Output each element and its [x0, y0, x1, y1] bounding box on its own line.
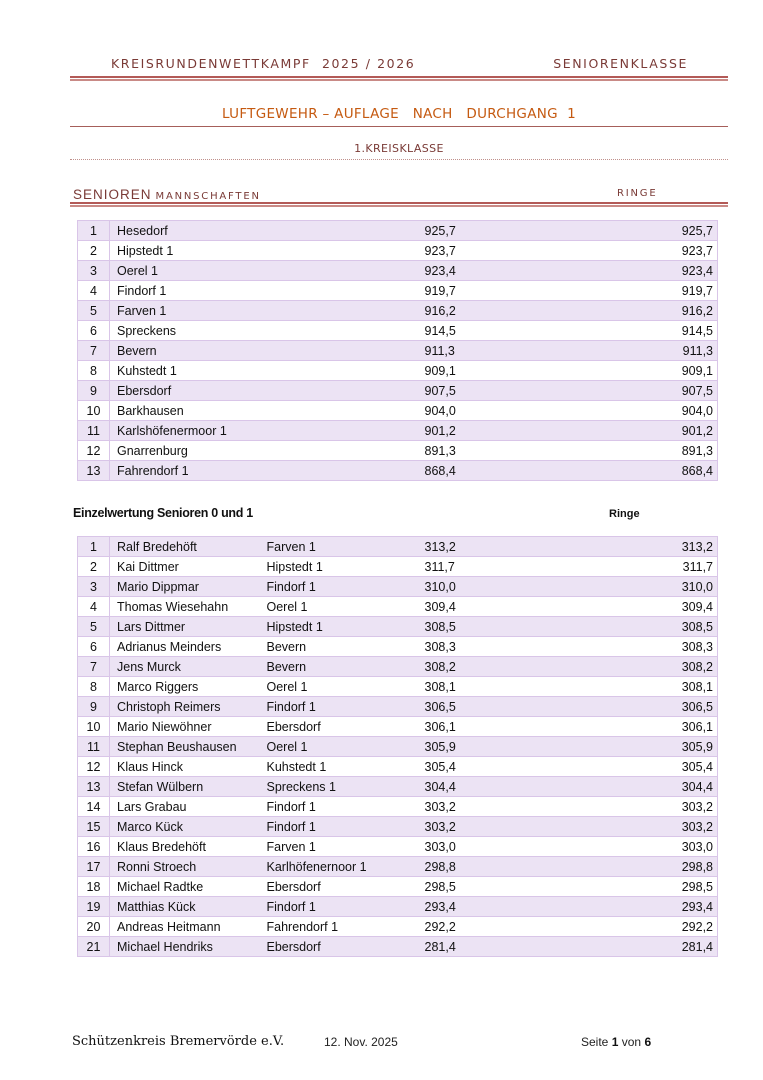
subtitle-rule: [70, 159, 728, 160]
team-section-rule: [70, 202, 728, 207]
team-name: Findorf 1: [110, 281, 423, 301]
individual-row: [78, 637, 718, 657]
shooter-name: Jens Murck: [110, 657, 260, 677]
shooter-name: Klaus Bredehöft: [110, 837, 260, 857]
team-total: 891,3: [573, 441, 718, 461]
team-score: 923,7: [423, 241, 573, 261]
team-column-ringe: RINGE: [617, 188, 658, 199]
page-total: 6: [644, 1035, 652, 1049]
footer-organization: Schützenkreis Bremervörde e.V.: [72, 1034, 285, 1049]
team-total: 907,5: [573, 381, 718, 401]
team-row: [78, 381, 718, 401]
individual-column-ringe: Ringe: [609, 508, 640, 520]
header-competition: KREISRUNDENWETTKAMPF 2025 / 2026: [111, 56, 416, 71]
page-header: [70, 56, 728, 72]
individual-row: [78, 837, 718, 857]
team-rank: 10: [78, 401, 110, 421]
individual-section-heading: Einzelwertung Senioren 0 und 1: [73, 506, 253, 520]
shooter-score: 310,0: [423, 577, 573, 597]
individual-row: [78, 697, 718, 717]
shooter-team: Ebersdorf: [260, 937, 423, 957]
team-name: Oerel 1: [110, 261, 423, 281]
shooter-total: 310,0: [573, 577, 718, 597]
individual-row: [78, 577, 718, 597]
footer-date: 12. Nov. 2025: [324, 1035, 398, 1049]
team-total: 904,0: [573, 401, 718, 421]
shooter-score: 303,2: [423, 817, 573, 837]
individual-row: [78, 897, 718, 917]
shooter-score: 308,5: [423, 617, 573, 637]
team-rank: 2: [78, 241, 110, 261]
team-rank: 12: [78, 441, 110, 461]
shooter-total: 306,1: [573, 717, 718, 737]
shooter-name: Christoph Reimers: [110, 697, 260, 717]
shooter-rank: 20: [78, 917, 110, 937]
individual-row: [78, 737, 718, 757]
shooter-score: 308,1: [423, 677, 573, 697]
shooter-total: 308,3: [573, 637, 718, 657]
shooter-total: 306,5: [573, 697, 718, 717]
team-name: Farven 1: [110, 301, 423, 321]
shooter-total: 309,4: [573, 597, 718, 617]
individual-row: [78, 597, 718, 617]
team-total: 923,4: [573, 261, 718, 281]
team-score: 891,3: [423, 441, 573, 461]
shooter-total: 308,1: [573, 677, 718, 697]
shooter-rank: 2: [78, 557, 110, 577]
shooter-team: Ebersdorf: [260, 877, 423, 897]
shooter-team: Ebersdorf: [260, 717, 423, 737]
team-row: [78, 441, 718, 461]
shooter-team: Farven 1: [260, 537, 423, 557]
individual-table: [77, 536, 718, 957]
team-rank: 13: [78, 461, 110, 481]
individual-row: [78, 617, 718, 637]
individual-row: [78, 777, 718, 797]
shooter-total: 303,2: [573, 797, 718, 817]
shooter-name: Marco Kück: [110, 817, 260, 837]
shooter-rank: 18: [78, 877, 110, 897]
shooter-team: Findorf 1: [260, 697, 423, 717]
header-rule: [70, 76, 728, 81]
team-row: [78, 321, 718, 341]
team-name: Kuhstedt 1: [110, 361, 423, 381]
team-heading-main: SENIOREN: [73, 187, 152, 202]
team-total: 925,7: [573, 221, 718, 241]
shooter-team: Karlhöfenernoor 1: [260, 857, 423, 877]
title-rule: [70, 126, 728, 127]
shooter-score: 304,4: [423, 777, 573, 797]
subtitle: 1.KREISKLASSE: [354, 142, 444, 155]
shooter-total: 305,4: [573, 757, 718, 777]
team-score: 923,4: [423, 261, 573, 281]
team-total: 914,5: [573, 321, 718, 341]
shooter-rank: 15: [78, 817, 110, 837]
team-row: [78, 301, 718, 321]
shooter-name: Klaus Hinck: [110, 757, 260, 777]
shooter-score: 303,0: [423, 837, 573, 857]
shooter-name: Stephan Beushausen: [110, 737, 260, 757]
shooter-name: Ronni Stroech: [110, 857, 260, 877]
page-title: [70, 106, 728, 122]
page-title-text: LUFTGEWEHR – AUFLAGE NACH DURCHGANG 1: [222, 106, 576, 122]
footer-page-number: [581, 1035, 651, 1049]
page-current: 1: [611, 1035, 619, 1049]
individual-row: [78, 557, 718, 577]
shooter-rank: 8: [78, 677, 110, 697]
shooter-team: Kuhstedt 1: [260, 757, 423, 777]
shooter-rank: 6: [78, 637, 110, 657]
team-total: 911,3: [573, 341, 718, 361]
shooter-rank: 4: [78, 597, 110, 617]
team-rank: 4: [78, 281, 110, 301]
individual-row: [78, 677, 718, 697]
shooter-rank: 5: [78, 617, 110, 637]
individual-row: [78, 537, 718, 557]
team-row: [78, 281, 718, 301]
shooter-total: 304,4: [573, 777, 718, 797]
team-total: 916,2: [573, 301, 718, 321]
team-score: 868,4: [423, 461, 573, 481]
team-score: 909,1: [423, 361, 573, 381]
team-row: [78, 241, 718, 261]
page-of: von: [621, 1035, 642, 1049]
shooter-team: Hipstedt 1: [260, 617, 423, 637]
shooter-rank: 11: [78, 737, 110, 757]
team-name: Bevern: [110, 341, 423, 361]
shooter-rank: 10: [78, 717, 110, 737]
shooter-team: Oerel 1: [260, 737, 423, 757]
shooter-name: Michael Hendriks: [110, 937, 260, 957]
shooter-rank: 9: [78, 697, 110, 717]
shooter-team: Findorf 1: [260, 797, 423, 817]
shooter-team: Findorf 1: [260, 897, 423, 917]
shooter-name: Marco Riggers: [110, 677, 260, 697]
shooter-rank: 14: [78, 797, 110, 817]
shooter-total: 303,2: [573, 817, 718, 837]
team-name: Ebersdorf: [110, 381, 423, 401]
team-row: [78, 221, 718, 241]
shooter-name: Stefan Wülbern: [110, 777, 260, 797]
individual-row: [78, 657, 718, 677]
shooter-total: 298,5: [573, 877, 718, 897]
shooter-score: 308,3: [423, 637, 573, 657]
team-score: 907,5: [423, 381, 573, 401]
team-score: 925,7: [423, 221, 573, 241]
individual-row: [78, 877, 718, 897]
shooter-name: Matthias Kück: [110, 897, 260, 917]
team-row: [78, 461, 718, 481]
shooter-rank: 12: [78, 757, 110, 777]
shooter-team: Bevern: [260, 657, 423, 677]
team-row: [78, 421, 718, 441]
shooter-score: 308,2: [423, 657, 573, 677]
team-row: [78, 361, 718, 381]
shooter-name: Adrianus Meinders: [110, 637, 260, 657]
team-rank: 5: [78, 301, 110, 321]
page-prefix: Seite: [581, 1035, 609, 1049]
team-score: 904,0: [423, 401, 573, 421]
shooter-team: Farven 1: [260, 837, 423, 857]
shooter-team: Oerel 1: [260, 677, 423, 697]
shooter-name: Lars Grabau: [110, 797, 260, 817]
shooter-total: 281,4: [573, 937, 718, 957]
team-total: 919,7: [573, 281, 718, 301]
header-class: SENIORENKLASSE: [553, 56, 688, 71]
team-row: [78, 341, 718, 361]
shooter-score: 313,2: [423, 537, 573, 557]
team-score: 914,5: [423, 321, 573, 341]
shooter-total: 303,0: [573, 837, 718, 857]
shooter-score: 298,8: [423, 857, 573, 877]
page-footer: [0, 1034, 763, 1050]
shooter-total: 298,8: [573, 857, 718, 877]
team-row: [78, 401, 718, 421]
shooter-team: Bevern: [260, 637, 423, 657]
individual-row: [78, 937, 718, 957]
shooter-total: 308,2: [573, 657, 718, 677]
shooter-total: 292,2: [573, 917, 718, 937]
shooter-rank: 13: [78, 777, 110, 797]
shooter-team: Findorf 1: [260, 817, 423, 837]
shooter-total: 305,9: [573, 737, 718, 757]
shooter-score: 306,1: [423, 717, 573, 737]
team-total: 909,1: [573, 361, 718, 381]
shooter-rank: 17: [78, 857, 110, 877]
shooter-name: Ralf Bredehöft: [110, 537, 260, 557]
shooter-rank: 3: [78, 577, 110, 597]
shooter-score: 303,2: [423, 797, 573, 817]
shooter-team: Findorf 1: [260, 577, 423, 597]
individual-row: [78, 797, 718, 817]
team-rank: 8: [78, 361, 110, 381]
shooter-total: 313,2: [573, 537, 718, 557]
team-heading-sub: MANNSCHAFTEN: [155, 191, 261, 202]
individual-row: [78, 857, 718, 877]
team-rank: 6: [78, 321, 110, 341]
shooter-score: 292,2: [423, 917, 573, 937]
shooter-total: 311,7: [573, 557, 718, 577]
shooter-score: 298,5: [423, 877, 573, 897]
individual-row: [78, 917, 718, 937]
shooter-name: Mario Dippmar: [110, 577, 260, 597]
team-total: 923,7: [573, 241, 718, 261]
shooter-score: 306,5: [423, 697, 573, 717]
shooter-name: Kai Dittmer: [110, 557, 260, 577]
shooter-rank: 16: [78, 837, 110, 857]
team-total: 901,2: [573, 421, 718, 441]
team-name: Karlshöfenermoor 1: [110, 421, 423, 441]
individual-row: [78, 717, 718, 737]
team-score: 919,7: [423, 281, 573, 301]
shooter-score: 293,4: [423, 897, 573, 917]
team-total: 868,4: [573, 461, 718, 481]
team-rank: 3: [78, 261, 110, 281]
shooter-score: 305,9: [423, 737, 573, 757]
team-rank: 9: [78, 381, 110, 401]
team-table: [77, 220, 718, 481]
team-score: 916,2: [423, 301, 573, 321]
shooter-team: Oerel 1: [260, 597, 423, 617]
shooter-rank: 7: [78, 657, 110, 677]
shooter-rank: 1: [78, 537, 110, 557]
team-name: Hipstedt 1: [110, 241, 423, 261]
individual-row: [78, 757, 718, 777]
shooter-name: Lars Dittmer: [110, 617, 260, 637]
shooter-score: 309,4: [423, 597, 573, 617]
team-score: 911,3: [423, 341, 573, 361]
team-row: [78, 261, 718, 281]
shooter-score: 311,7: [423, 557, 573, 577]
team-name: Hesedorf: [110, 221, 423, 241]
shooter-team: Spreckens 1: [260, 777, 423, 797]
team-name: Fahrendorf 1: [110, 461, 423, 481]
shooter-team: Fahrendorf 1: [260, 917, 423, 937]
shooter-name: Andreas Heitmann: [110, 917, 260, 937]
shooter-name: Thomas Wiesehahn: [110, 597, 260, 617]
team-rank: 1: [78, 221, 110, 241]
team-rank: 7: [78, 341, 110, 361]
shooter-team: Hipstedt 1: [260, 557, 423, 577]
shooter-score: 305,4: [423, 757, 573, 777]
shooter-rank: 19: [78, 897, 110, 917]
shooter-name: Mario Niewöhner: [110, 717, 260, 737]
team-name: Gnarrenburg: [110, 441, 423, 461]
team-rank: 11: [78, 421, 110, 441]
shooter-name: Michael Radtke: [110, 877, 260, 897]
team-score: 901,2: [423, 421, 573, 441]
shooter-total: 293,4: [573, 897, 718, 917]
shooter-score: 281,4: [423, 937, 573, 957]
shooter-total: 308,5: [573, 617, 718, 637]
team-name: Barkhausen: [110, 401, 423, 421]
shooter-rank: 21: [78, 937, 110, 957]
team-name: Spreckens: [110, 321, 423, 341]
individual-row: [78, 817, 718, 837]
